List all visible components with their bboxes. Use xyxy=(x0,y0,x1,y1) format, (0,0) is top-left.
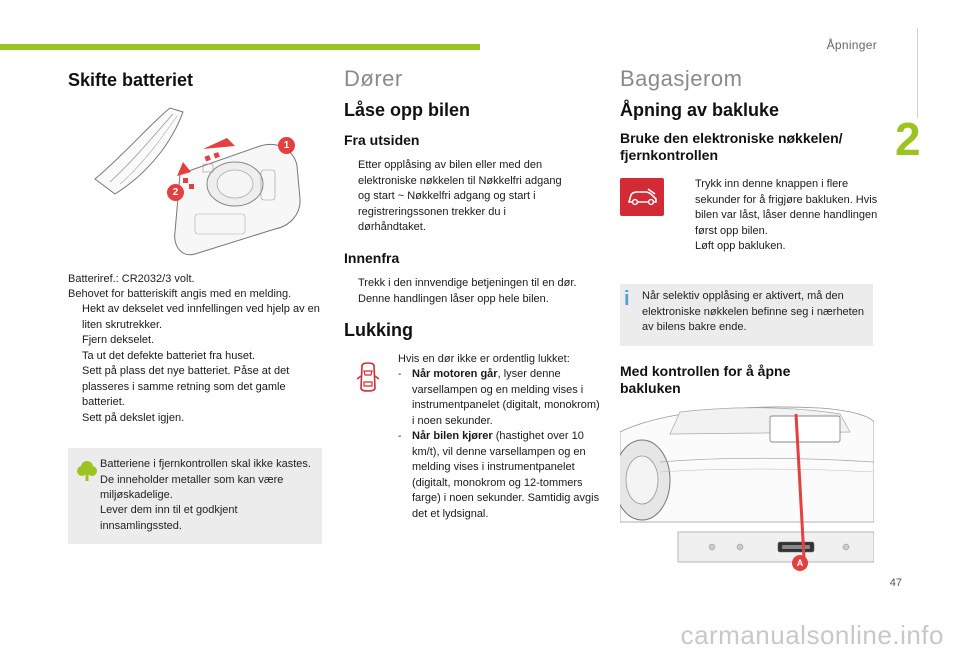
list-item: - Når motoren går, lyser denne varsellampen og en melding vises i instrumentpanelet (digitalt, monokrom) i noen sekunder. xyxy=(398,368,600,427)
unlock-title: Låse opp bilen xyxy=(344,100,471,120)
dash-marker: - xyxy=(398,369,402,380)
trunk-section-title: Bagasjerom xyxy=(620,66,743,91)
chapter-divider xyxy=(917,28,918,118)
outside-steps xyxy=(344,158,572,236)
door-open-warning-icon xyxy=(357,362,379,392)
battery-intro: Behovet for batteriskift angis med en melding. xyxy=(68,288,292,300)
info-note-text: Når selektiv opplåsing er aktivert, må den elektroniske nøkkelen befinne seg i nærheten av bilens bakre ende. xyxy=(642,290,864,333)
page-number: 47 xyxy=(889,577,902,589)
car-tailgate-icon xyxy=(626,186,658,208)
outside-title: Fra utsiden xyxy=(344,132,420,148)
control-title: Med kontrollen for å åpne bakluken xyxy=(620,363,791,396)
list-item: - Når bilen kjører (hastighet over 10 km/t), vil denne varsellampen og en melding vises i instrumentpanelet (digitalt, monokrom og 12-tommers farge) i noen sekunder. Samtidig avgis det et lydsignal. xyxy=(398,430,600,520)
watermark: carmanualsonline.info xyxy=(680,620,944,650)
key-fob-drawing xyxy=(85,104,315,264)
tree-icon xyxy=(77,460,97,482)
battery-section-title: Skifte batteriet xyxy=(68,70,194,90)
battery-ref: Batteriref.: CR2032/3 volt. xyxy=(68,273,195,285)
locking-intro: Hvis en dør ikke er ordentlig lukket: xyxy=(398,353,570,365)
running-header: Åpninger xyxy=(826,38,877,52)
info-note-box xyxy=(620,284,873,346)
list-item: Trekk i den innvendige betjeningen til en dør. Denne handlingen låser opp hele bilen. xyxy=(358,277,577,305)
list-item: Fjern dekselet. xyxy=(82,334,155,346)
inside-steps xyxy=(344,276,594,307)
list-item: Ta ut det defekte batteriet fra huset. xyxy=(82,349,256,362)
list-item: Sett på dekslet igjen. xyxy=(82,411,185,424)
env-note-line1: Batteriene i fjernkontrollen skal ikke kastes. De inneholder metaller som kan være miljøskadelige. xyxy=(100,458,311,501)
list-item: Trykk inn denne knappen i flere sekunder for å frigjøre bakluken. Hvis bilen var låst, låser denne handlingen først opp bilen. xyxy=(695,178,878,237)
battery-steps xyxy=(68,302,320,426)
chapter-number: 2 xyxy=(895,113,921,165)
env-note-line2: Lever dem inn til et godkjent innsamlingssted. xyxy=(100,504,238,532)
info-icon: i xyxy=(624,288,630,310)
top-accent-bar xyxy=(0,44,480,50)
locking-title: Lukking xyxy=(344,320,414,340)
doors-section-title: Dører xyxy=(344,66,403,91)
key-fob-illustration xyxy=(85,104,315,264)
car-rear-drawing xyxy=(620,402,874,578)
elec-key-title: Bruke den elektroniske nøkkelen/ fjernkontrollen xyxy=(620,130,843,163)
list-item: Hekt av dekselet ved innfellingen ved hjelp av en liten skrutrekker. xyxy=(82,303,320,331)
tailgate-title: Åpning av bakluke xyxy=(620,100,780,120)
tailgate-button-image xyxy=(620,178,664,216)
inside-title: Innenfra xyxy=(344,250,400,266)
environment-note-box xyxy=(68,448,322,544)
list-item: Løft opp bakluken. xyxy=(695,240,786,252)
locking-items xyxy=(398,367,603,522)
callout-A: A xyxy=(792,555,808,571)
car-rear-illustration xyxy=(620,402,874,578)
list-item: Etter opplåsing av bilen eller med den elektroniske nøkkelen til Nøkkelfri adgang og start ~ Nøkkelfri adgang og start i registreringssonen trekker du i dørhåndtaket. xyxy=(358,159,562,233)
dash-marker: - xyxy=(398,431,402,442)
list-item: Sett på plass det nye batteriet. Påse at det plasseres i samme retning som det gamle batteriet. xyxy=(82,365,290,408)
callout-2: 2 xyxy=(167,184,184,201)
callout-1: 1 xyxy=(278,137,295,154)
tailgate-steps xyxy=(681,177,881,255)
